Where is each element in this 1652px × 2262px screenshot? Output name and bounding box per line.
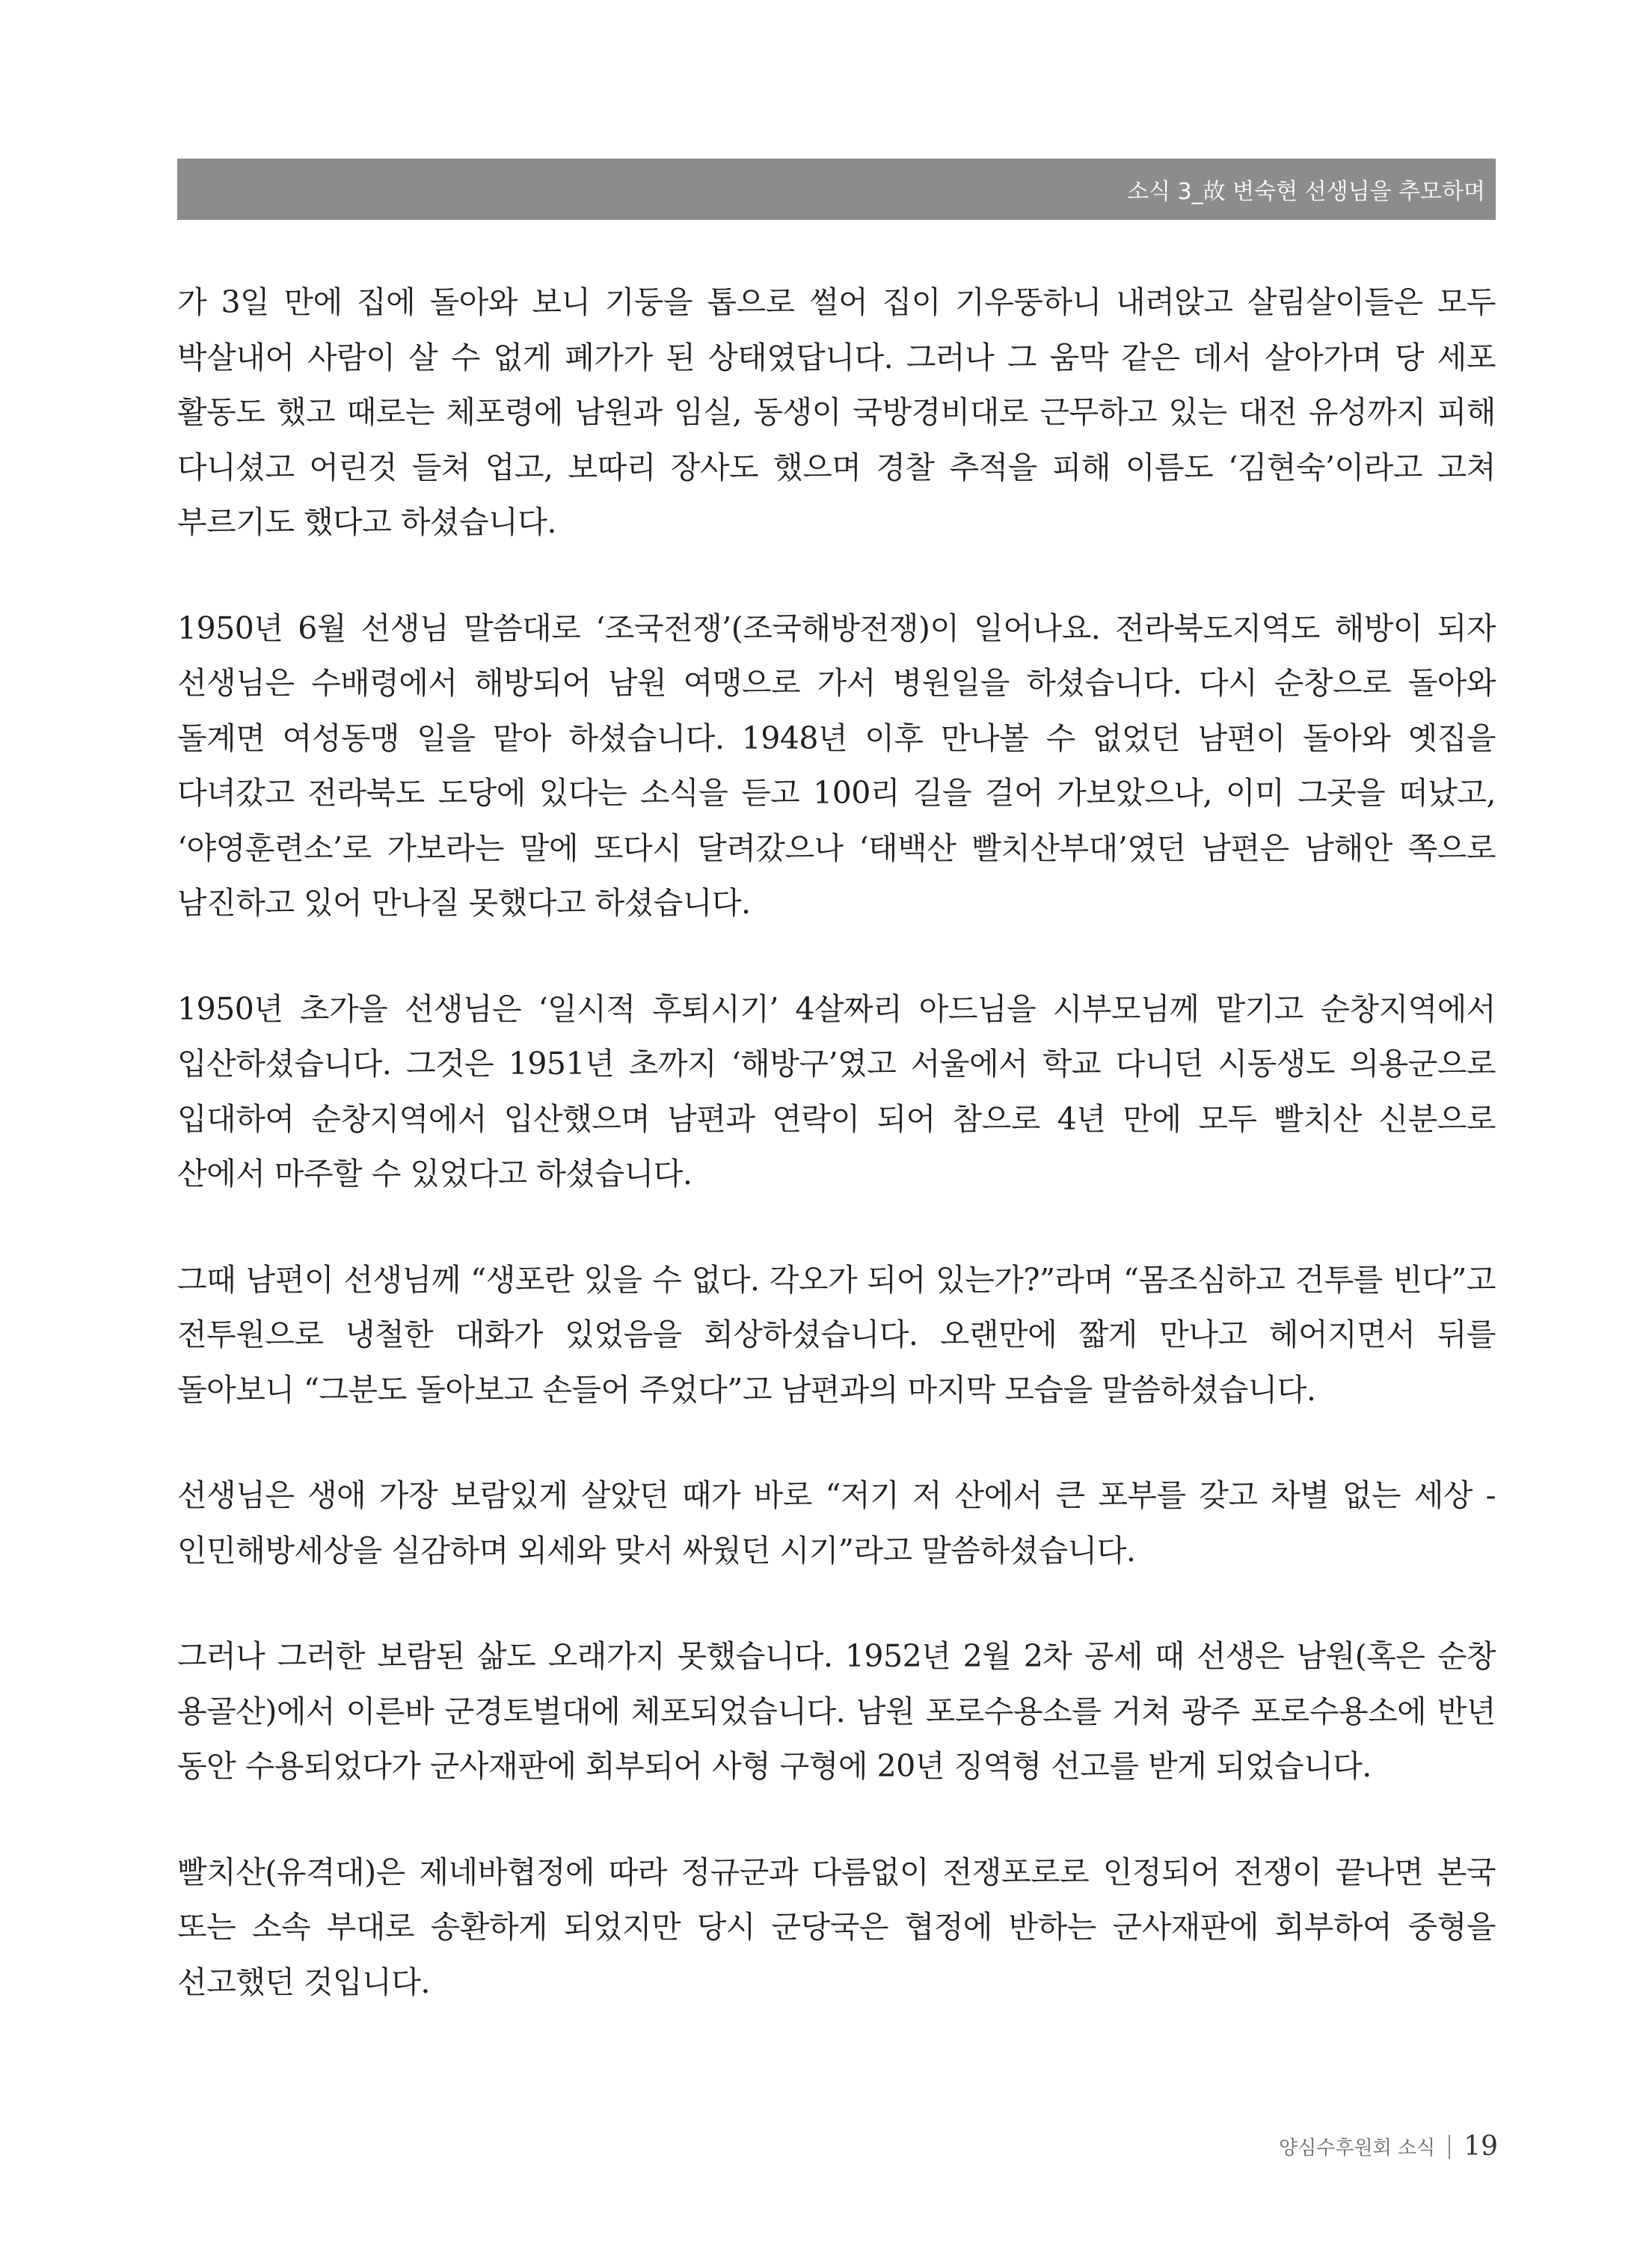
page-number: 19 xyxy=(1464,2131,1498,2162)
paragraph-7: 빨치산(유격대)은 제네바협정에 따라 정규군과 다름없이 전쟁포로로 인정되어 전쟁이 끝나면 본국 또는 소속 부대로 송환하게 되었지만 당시 군당국은 협정에 반하는 군사재판에 회부하여 중형을 선고했던 것입니다. xyxy=(177,1854,1496,2000)
footer-divider xyxy=(1449,2135,1450,2159)
page-footer xyxy=(1279,2131,1498,2162)
article-body xyxy=(177,275,1496,2061)
section-title: 소식 3_故 변숙현 선생님을 추모하며 xyxy=(1127,179,1485,205)
paragraph-5: 선생님은 생애 가장 보람있게 살았던 때가 바로 “저기 저 산에서 큰 포부를 갖고 차별 없는 세상 - 인민해방세상을 실감하며 외세와 맞서 싸웠던 시기”라고 말씀하셨습니다. xyxy=(177,1477,1496,1569)
paragraph-4: 그때 남편이 선생님께 “생포란 있을 수 없다. 각오가 되어 있는가?”라며 “몸조심하고 건투를 빈다”고 전투원으로 냉철한 대화가 있었음을 회상하셨습니다. 오랜만에 짧게 만나고 헤어지면서 뒤를 돌아보니 “그분도 돌아보고 손들어 주었다”고 남편과의 마지막 모습을 말씀하셨습니다. xyxy=(177,1261,1496,1408)
paragraph-1: 가 3일 만에 집에 돌아와 보니 기둥을 톱으로 썰어 집이 기우뚱하니 내려앉고 살림살이들은 모두 박살내어 사람이 살 수 없게 폐가가 된 상태였답니다. 그러나 그 움막 같은 데서 살아가며 당 세포 활동도 했고 때로는 체포령에 남원과 임실, 동생이 국방경비대로 근무하고 있는 대전 유성까지 피해 다니셨고 어린것 들쳐 업고, 보따리 장사도 했으며 경찰 추적을 피해 이름도 ‘김현숙’이라고 고쳐 부르기도 했다고 하셨습니다. xyxy=(177,284,1496,540)
publication-name: 양심수후원회 소식 xyxy=(1278,2137,1436,2160)
paragraph-2: 1950년 6월 선생님 말씀대로 ‘조국전쟁’(조국해방전쟁)이 일어나요. 전라북도지역도 해방이 되자 선생님은 수배령에서 해방되어 남원 여맹으로 가서 병원일을 하셨습니다. 다시 순창으로 돌아와 돌계면 여성동맹 일을 맡아 하셨습니다. 1948년 이후 만나볼 수 없었던 남편이 돌아와 옛집을 다녀갔고 전라북도 도당에 있다는 소식을 듣고 100리 길을 걸어 가보았으나, 이미 그곳을 떠났고, ‘야영훈련소’로 가보라는 말에 또다시 달려갔으나 ‘태백산 빨치산부대’였던 남편은 남해안 쪽으로 남진하고 있어 만나질 못했다고 하셨습니다. xyxy=(177,610,1496,921)
paragraph-6: 그러나 그러한 보람된 삶도 오래가지 못했습니다. 1952년 2월 2차 공세 때 선생은 남원(혹은 순창 용골산)에서 이른바 군경토벌대에 체포되었습니다. 남원 포로수용소를 거쳐 광주 포로수용소에 반년 동안 수용되었다가 군사재판에 회부되어 사형 구형에 20년 징역형 선고를 받게 되었습니다. xyxy=(177,1638,1496,1784)
paragraph-3: 1950년 초가을 선생님은 ‘일시적 후퇴시기’ 4살짜리 아드님을 시부모님께 맡기고 순창지역에서 입산하셨습니다. 그것은 1951년 초까지 ‘해방구’였고 서울에서 학교 다니던 시동생도 의용군으로 입대하여 순창지역에서 입산했으며 남편과 연락이 되어 참으로 4년 만에 모두 빨치산 신분으로 산에서 마주할 수 있었다고 하셨습니다. xyxy=(177,990,1496,1192)
header-bar xyxy=(177,159,1496,220)
